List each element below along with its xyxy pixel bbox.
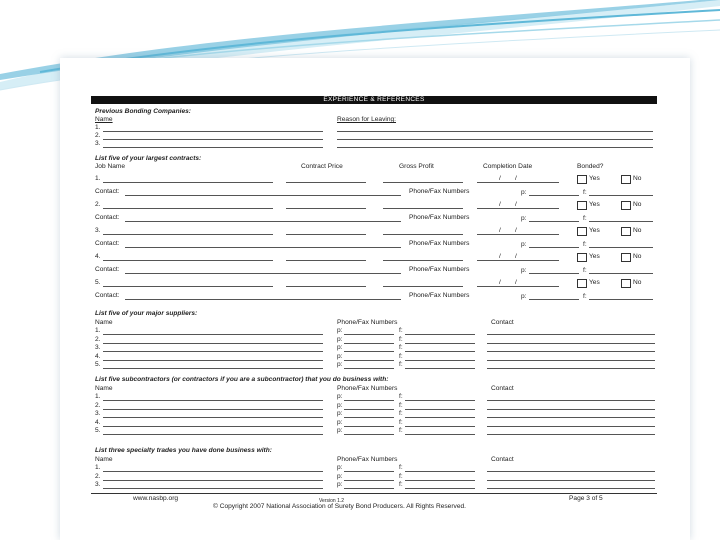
suppliers-fax-field[interactable] [405, 368, 475, 369]
phone-label: p: [337, 410, 343, 417]
col-job-name: Job Name [95, 163, 126, 170]
bonded-no-label: No [633, 175, 642, 182]
suppliers-contact-field[interactable] [487, 334, 655, 335]
phone-label: p: [337, 472, 343, 480]
suppliers-contact-field[interactable] [487, 360, 655, 361]
contract-price-field[interactable] [286, 260, 366, 261]
row-number: 4. [95, 253, 101, 260]
job-name-field[interactable] [103, 286, 273, 287]
phone-label: p: [337, 344, 343, 351]
specialty-phone-field[interactable] [344, 471, 394, 472]
fax-label: f: [399, 410, 403, 417]
bonded-yes-label: Yes [589, 253, 600, 260]
completion-date-field[interactable] [477, 208, 559, 209]
subcontractors-phone-field[interactable] [344, 426, 394, 427]
suppliers-phone-field[interactable] [344, 343, 394, 344]
subcontractors-name-field[interactable] [103, 434, 323, 435]
bonded-no-checkbox[interactable] [621, 201, 631, 210]
row-number: 3. [95, 140, 101, 147]
gross-profit-field[interactable] [383, 260, 463, 261]
specialty-contact-field[interactable] [487, 480, 655, 481]
phone-label: p: [521, 215, 527, 222]
date-separator: / [515, 201, 517, 208]
job-name-field[interactable] [103, 182, 273, 183]
fax-field[interactable] [589, 299, 653, 300]
bonded-no-label: No [633, 201, 642, 208]
suppliers-fax-field[interactable] [405, 343, 475, 344]
phone-label: p: [521, 267, 527, 274]
gross-profit-field[interactable] [383, 234, 463, 235]
subcontractors-contact-field[interactable] [487, 426, 655, 427]
fax-field[interactable] [589, 247, 653, 248]
contract-price-field[interactable] [286, 182, 366, 183]
job-name-field[interactable] [103, 260, 273, 261]
suppliers-fax-field[interactable] [405, 351, 475, 352]
phone-fax-label: Phone/Fax Numbers [409, 188, 470, 195]
contact-label: Contact: [95, 292, 120, 299]
gross-profit-field[interactable] [383, 286, 463, 287]
row-number: 4. [95, 418, 101, 426]
fax-label: f: [583, 215, 587, 222]
bonding-name-field[interactable] [103, 131, 323, 132]
suppliers-phone-field[interactable] [344, 360, 394, 361]
fax-label: f: [399, 352, 403, 360]
suppliers-phone-field[interactable] [344, 334, 394, 335]
bonded-yes-label: Yes [589, 227, 600, 234]
specialty-phone-field[interactable] [344, 480, 394, 481]
subcontractors-phone-field[interactable] [344, 409, 394, 410]
date-separator: / [515, 175, 517, 182]
suppliers-name-field[interactable] [103, 343, 323, 344]
completion-date-field[interactable] [477, 260, 559, 261]
bonded-yes-checkbox[interactable] [577, 227, 587, 236]
subcontractors-name-field[interactable] [103, 426, 323, 427]
subcontractors-col-name: Name [95, 385, 113, 392]
row-number: 2. [95, 335, 101, 343]
phone-label: p: [337, 352, 343, 360]
bonded-no-checkbox[interactable] [621, 279, 631, 288]
fax-label: f: [399, 427, 403, 434]
bonded-yes-checkbox[interactable] [577, 279, 587, 288]
bonded-no-checkbox[interactable] [621, 175, 631, 184]
footer-version: Version 1.2 [319, 498, 345, 504]
row-number: 1. [95, 464, 101, 471]
completion-date-field[interactable] [477, 234, 559, 235]
fax-label: f: [583, 267, 587, 274]
specialty-phone-field[interactable] [344, 488, 394, 489]
subcontractors-title: List five subcontractors (or contractors if you are a subcontractor) that you do business with: [95, 376, 389, 383]
suppliers-col-name: Name [95, 319, 113, 326]
phone-label: p: [521, 293, 527, 300]
subcontractors-phone-field[interactable] [344, 400, 394, 401]
job-name-field[interactable] [103, 234, 273, 235]
date-separator: / [499, 253, 501, 260]
phone-label: p: [337, 418, 343, 426]
row-number: 2. [95, 472, 101, 480]
subcontractors-contact-field[interactable] [487, 409, 655, 410]
date-separator: / [499, 279, 501, 286]
suppliers-col-contact: Contact [491, 319, 514, 326]
suppliers-name-field[interactable] [103, 360, 323, 361]
bonding-name-field[interactable] [103, 139, 323, 140]
suppliers-name-field[interactable] [103, 334, 323, 335]
fax-label: f: [399, 401, 403, 409]
specialty-col-name: Name [95, 456, 113, 463]
specialty-col-phone: Phone/Fax Numbers [337, 456, 398, 463]
subcontractors-phone-field[interactable] [344, 434, 394, 435]
subcontractors-fax-field[interactable] [405, 400, 475, 401]
bonding-reason-field[interactable] [337, 147, 653, 148]
phone-field[interactable] [529, 273, 579, 274]
bonded-yes-label: Yes [589, 201, 600, 208]
fax-label: f: [583, 189, 587, 196]
specialty-contact-field[interactable] [487, 471, 655, 472]
subcontractors-name-field[interactable] [103, 400, 323, 401]
bonding-name-field[interactable] [103, 147, 323, 148]
slide-panel [60, 58, 690, 540]
specialty-col-contact: Contact [491, 456, 514, 463]
suppliers-phone-field[interactable] [344, 368, 394, 369]
phone-label: p: [337, 361, 343, 368]
suppliers-contact-field[interactable] [487, 343, 655, 344]
completion-date-field[interactable] [477, 182, 559, 183]
contract-price-field[interactable] [286, 208, 366, 209]
date-separator: / [499, 227, 501, 234]
footer-rule [91, 493, 657, 494]
bonding-title: Previous Bonding Companies: [95, 108, 191, 115]
fax-label: f: [399, 464, 403, 471]
suppliers-name-field[interactable] [103, 368, 323, 369]
phone-label: p: [337, 481, 343, 488]
phone-field[interactable] [529, 195, 579, 196]
specialty-name-field[interactable] [103, 471, 323, 472]
row-number: 3. [95, 344, 101, 351]
contact-field[interactable] [125, 273, 401, 274]
phone-field[interactable] [529, 247, 579, 248]
bonded-yes-checkbox[interactable] [577, 253, 587, 262]
row-number: 1. [95, 327, 101, 334]
specialty-fax-field[interactable] [405, 480, 475, 481]
suppliers-contact-field[interactable] [487, 368, 655, 369]
specialty-fax-field[interactable] [405, 488, 475, 489]
subcontractors-fax-field[interactable] [405, 426, 475, 427]
phone-field[interactable] [529, 299, 579, 300]
row-number: 3. [95, 481, 101, 488]
bonded-yes-label: Yes [589, 279, 600, 286]
bonded-no-label: No [633, 227, 642, 234]
phone-fax-label: Phone/Fax Numbers [409, 240, 470, 247]
subcontractors-col-contact: Contact [491, 385, 514, 392]
phone-label: p: [337, 464, 343, 471]
row-number: 1. [95, 175, 101, 182]
footer-copyright: © Copyright 2007 National Association of Surety Bond Producers. All Rights Reserved. [213, 503, 466, 510]
contact-label: Contact: [95, 266, 120, 273]
bonding-reason-field[interactable] [337, 139, 653, 140]
phone-label: p: [337, 335, 343, 343]
row-number: 5. [95, 427, 101, 434]
subcontractors-contact-field[interactable] [487, 434, 655, 435]
specialty-contact-field[interactable] [487, 488, 655, 489]
phone-label: p: [521, 241, 527, 248]
bonded-yes-checkbox[interactable] [577, 175, 587, 184]
bonded-no-checkbox[interactable] [621, 253, 631, 262]
row-number: 5. [95, 279, 101, 286]
bonding-reason-field[interactable] [337, 131, 653, 132]
contact-label: Contact: [95, 214, 120, 221]
col-bonded: Bonded? [577, 163, 604, 170]
row-number: 2. [95, 201, 101, 208]
fax-field[interactable] [589, 221, 653, 222]
fax-label: f: [583, 293, 587, 300]
row-number: 5. [95, 361, 101, 368]
date-separator: / [515, 227, 517, 234]
footer-website[interactable]: www.nasbp.org [133, 495, 179, 502]
bonded-no-label: No [633, 279, 642, 286]
phone-fax-label: Phone/Fax Numbers [409, 292, 470, 299]
suppliers-contact-field[interactable] [487, 351, 655, 352]
gross-profit-field[interactable] [383, 182, 463, 183]
suppliers-phone-field[interactable] [344, 351, 394, 352]
section-header: EXPERIENCE & REFERENCES [91, 96, 657, 104]
fax-label: f: [399, 327, 403, 334]
phone-label: p: [337, 401, 343, 409]
subcontractors-contact-field[interactable] [487, 417, 655, 418]
col-contract-price: Contract Price [301, 163, 343, 170]
contact-label: Contact: [95, 188, 120, 195]
specialty-name-field[interactable] [103, 488, 323, 489]
row-number: 1. [95, 124, 101, 131]
phone-fax-label: Phone/Fax Numbers [409, 214, 470, 221]
subcontractors-fax-field[interactable] [405, 409, 475, 410]
subcontractors-name-field[interactable] [103, 409, 323, 410]
bonded-yes-label: Yes [589, 175, 600, 182]
fax-label: f: [583, 241, 587, 248]
subcontractors-fax-field[interactable] [405, 434, 475, 435]
phone-label: p: [521, 189, 527, 196]
contact-field[interactable] [125, 247, 401, 248]
row-number: 1. [95, 393, 101, 400]
gross-profit-field[interactable] [383, 208, 463, 209]
suppliers-name-field[interactable] [103, 351, 323, 352]
contact-field[interactable] [125, 299, 401, 300]
completion-date-field[interactable] [477, 286, 559, 287]
fax-label: f: [399, 361, 403, 368]
date-separator: / [515, 253, 517, 260]
fax-label: f: [399, 481, 403, 488]
specialty-fax-field[interactable] [405, 471, 475, 472]
row-number: 2. [95, 132, 101, 139]
suppliers-title: List five of your major suppliers: [95, 310, 198, 317]
bonded-yes-checkbox[interactable] [577, 201, 587, 210]
fax-field[interactable] [589, 195, 653, 196]
phone-label: p: [337, 327, 343, 334]
col-completion-date: Completion Date [483, 163, 533, 170]
row-number: 3. [95, 410, 101, 417]
row-number: 3. [95, 227, 101, 234]
date-separator: / [499, 201, 501, 208]
fax-label: f: [399, 344, 403, 351]
suppliers-fax-field[interactable] [405, 334, 475, 335]
contracts-title: List five of your largest contracts: [95, 155, 202, 162]
row-number: 4. [95, 352, 101, 360]
footer-page: Page 3 of 5 [569, 495, 603, 502]
date-separator: / [515, 279, 517, 286]
contract-price-field[interactable] [286, 234, 366, 235]
subcontractors-col-phone: Phone/Fax Numbers [337, 385, 398, 392]
job-name-field[interactable] [103, 208, 273, 209]
suppliers-fax-field[interactable] [405, 360, 475, 361]
contact-field[interactable] [125, 195, 401, 196]
fax-label: f: [399, 418, 403, 426]
phone-fax-label: Phone/Fax Numbers [409, 266, 470, 273]
contact-label: Contact: [95, 240, 120, 247]
fax-label: f: [399, 393, 403, 400]
subcontractors-contact-field[interactable] [487, 400, 655, 401]
subcontractors-phone-field[interactable] [344, 417, 394, 418]
fax-label: f: [399, 335, 403, 343]
contract-price-field[interactable] [286, 286, 366, 287]
specialty-name-field[interactable] [103, 480, 323, 481]
bonded-no-checkbox[interactable] [621, 227, 631, 236]
fax-field[interactable] [589, 273, 653, 274]
bonding-reason-label: Reason for Leaving: [337, 116, 397, 123]
contact-field[interactable] [125, 221, 401, 222]
date-separator: / [499, 175, 501, 182]
fax-label: f: [399, 472, 403, 480]
subcontractors-name-field[interactable] [103, 417, 323, 418]
bonded-no-label: No [633, 253, 642, 260]
phone-label: p: [337, 427, 343, 434]
row-number: 2. [95, 401, 101, 409]
phone-field[interactable] [529, 221, 579, 222]
subcontractors-fax-field[interactable] [405, 417, 475, 418]
col-gross-profit: Gross Profit [399, 163, 434, 170]
phone-label: p: [337, 393, 343, 400]
form-document [91, 96, 657, 521]
bonding-name-label: Name [95, 116, 113, 123]
suppliers-col-phone: Phone/Fax Numbers [337, 319, 398, 326]
specialty-title: List three specialty trades you have done business with: [95, 447, 272, 454]
